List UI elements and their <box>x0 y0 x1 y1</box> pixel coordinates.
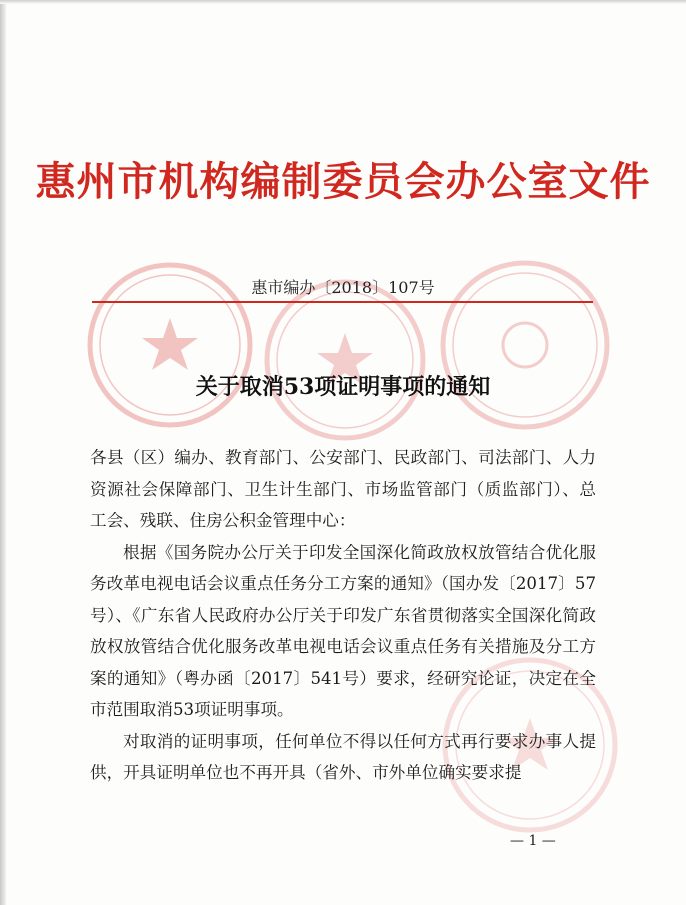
document-header-title: 惠州市机构编制委员会办公室文件 <box>35 158 651 205</box>
document-body <box>90 442 596 789</box>
addressee-paragraph: 各县（区）编办、教育部门、公安部门、民政部门、司法部门、人力资源社会保障部门、卫生计生部门、市场监管部门（质监部门）、总工会、残联、住房公积金管理中心： <box>90 448 596 530</box>
body-paragraph-2: 对取消的证明事项，任何单位不得以任何方式再行要求办事人提供，开具证明单位也不再开具（省外、市外单位确实要求提 <box>90 731 596 782</box>
seal-center <box>267 282 423 438</box>
red-separator-line <box>92 301 593 303</box>
page-number: — 1 — <box>510 833 556 849</box>
body-paragraph-1: 根据《国务院办公厅关于印发全国深化简政放权放管结合优化服务改革电视电话会议重点任务分工方案的通知》（国办发〔2017〕57号）、《广东省人民政府办公厅关于印发广东省贯彻落实全国深化简政放权放管结合优化服务改革电视电话会议重点任务有关措施及分工方案的通知》（粤办函〔2017〕541号）要求，经研究论证，决定在全市范围取消53项证明事项。 <box>90 542 596 719</box>
document-number: 惠市编办〔2018〕107号 <box>251 278 435 297</box>
notice-title: 关于取消53项证明事项的通知 <box>195 374 491 400</box>
